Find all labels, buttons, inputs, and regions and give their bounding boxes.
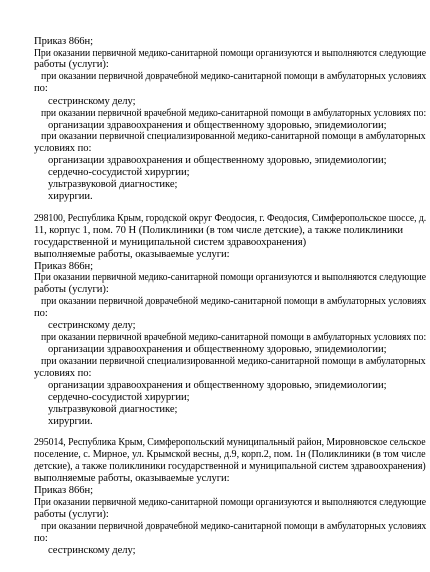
text-line: Приказ 866н; — [34, 485, 94, 496]
text-line: организации здравоохранения и общественному здоровью, эпидемиологии; — [48, 380, 387, 391]
text-line: При оказании первичной медико-санитарной помощи организуются и выполняются следующие — [34, 48, 426, 59]
text-line: по: — [34, 533, 48, 544]
text-line: при оказании первичной врачебной медико-санитарной помощи в амбулаторных условиях по: — [41, 332, 427, 343]
text-line: хирургии. — [48, 191, 93, 202]
text-line: Приказ 866н; — [34, 261, 94, 272]
text-line: при оказании первичной специализированной медико-санитарной помощи в амбулаторных — [41, 356, 426, 367]
text-line: организации здравоохранения и общественному здоровью, эпидемиологии; — [48, 120, 387, 131]
text-line: детские), а также поликлиники государственной и муниципальной систем здравоохранения) — [34, 461, 426, 472]
text-line: государственной и муниципальной систем здравоохранения) — [34, 237, 307, 248]
text-line: работы (услуги): — [34, 284, 109, 295]
text-line: работы (услуги): — [34, 509, 109, 520]
text-line: условиях по: — [34, 368, 92, 379]
text-line: ультразвуковой диагностике; — [48, 179, 178, 190]
text-line: при оказании первичной врачебной медико-санитарной помощи в амбулаторных условиях по: — [41, 108, 427, 119]
text-line: хирургии. — [48, 416, 93, 427]
text-line: выполняемые работы, оказываемые услуги: — [34, 249, 230, 260]
text-line: при оказании первичной доврачебной медико-санитарной помощи в амбулаторных условиях — [41, 296, 427, 307]
text-line: ультразвуковой диагностике; — [48, 404, 178, 415]
text-line: сестринскому делу; — [48, 96, 136, 107]
text-line: сестринскому делу; — [48, 545, 136, 556]
text-line: работы (услуги): — [34, 59, 109, 70]
text-line: Приказ 866н; — [34, 36, 94, 47]
text-line: организации здравоохранения и общественному здоровью, эпидемиологии; — [48, 344, 387, 355]
text-line: 11, корпус 1, пом. 70 Н (Поликлиники (в том числе детские), а также поликлиники — [34, 225, 404, 236]
text-line: при оказании первичной специализированной медико-санитарной помощи в амбулаторных — [41, 131, 426, 142]
text-line: по: — [34, 308, 48, 319]
text-line: по: — [34, 83, 48, 94]
text-line: выполняемые работы, оказываемые услуги: — [34, 473, 230, 484]
text-line: сердечно-сосудистой хирургии; — [48, 392, 190, 403]
text-line: сестринскому делу; — [48, 320, 136, 331]
text-line: 295014, Республика Крым, Симферопольский муниципальный район, Мировновское сельское — [34, 437, 426, 448]
text-line: при оказании первичной доврачебной медико-санитарной помощи в амбулаторных условиях — [41, 71, 427, 82]
text-line: условиях по: — [34, 143, 92, 154]
text-line: При оказании первичной медико-санитарной помощи организуются и выполняются следующие — [34, 272, 426, 283]
text-line: 298100, Республика Крым, городской округ Феодосия, г. Феодосия, Симферопольское шоссе, д. — [34, 213, 427, 224]
text-line: поселение, с. Мирное, ул. Крымской весны, д.9, корп.2, пом. 1н (Поликлиники (в том числе — [34, 449, 426, 460]
text-line: сердечно-сосудистой хирургии; — [48, 167, 190, 178]
text-line: При оказании первичной медико-санитарной помощи организуются и выполняются следующие — [34, 497, 426, 508]
text-line: при оказании первичной доврачебной медико-санитарной помощи в амбулаторных условиях — [41, 521, 427, 532]
text-line: организации здравоохранения и общественному здоровью, эпидемиологии; — [48, 155, 387, 166]
